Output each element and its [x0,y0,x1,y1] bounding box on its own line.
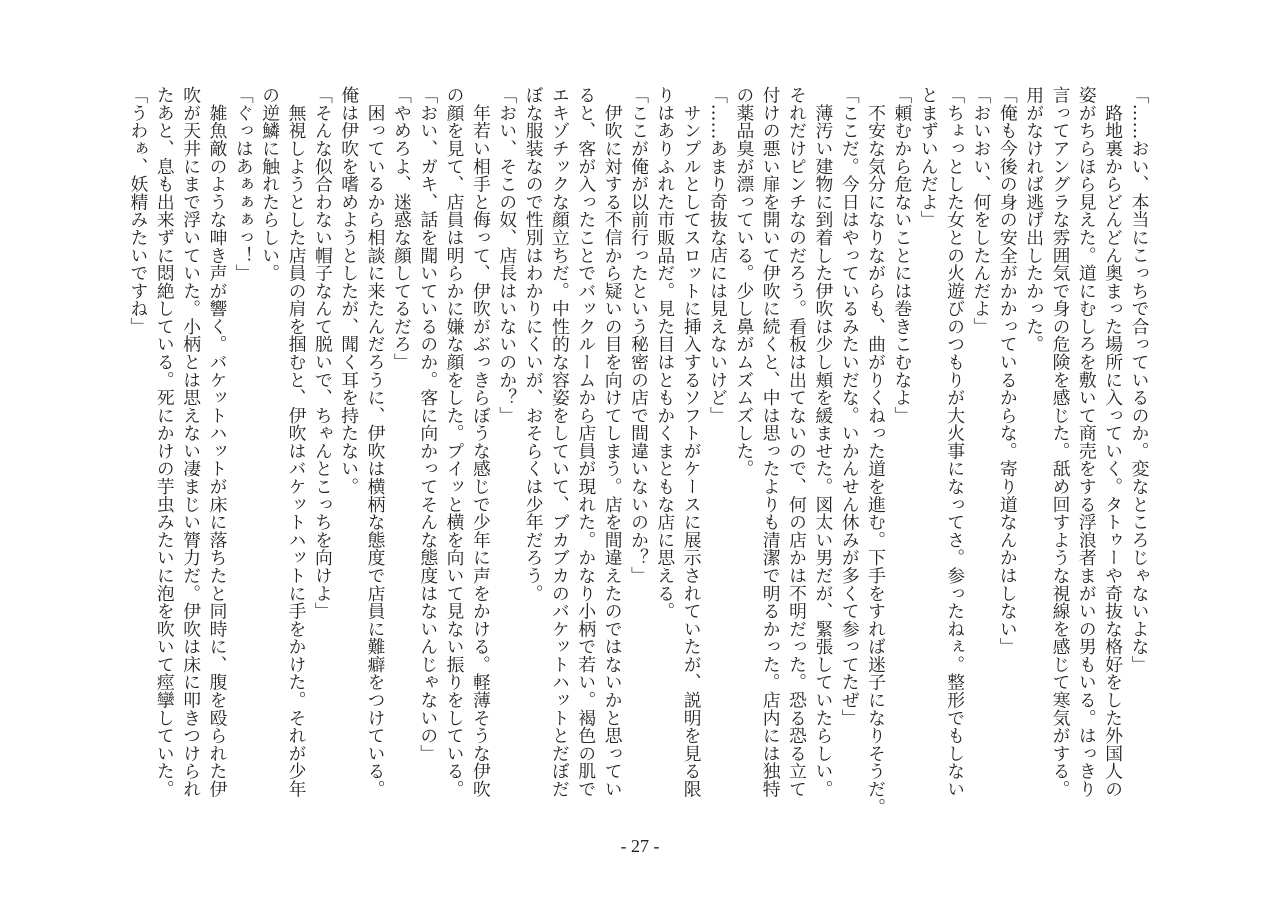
page-number: - 27 - [620,836,660,856]
text-line: 無視しようとした店員の肩を掴むと、伊吹はバケットハットに手をかけた。それが少年 [286,86,307,798]
text-line: エキゾチックな顔立ちだ。中性的な容姿をしていて、ブカブカのバケットハットとだぼだ [549,86,571,798]
text-line: 俺は伊吹を嗜めようとしたが、聞く耳を持たない。 [338,86,360,496]
text-line: りはありふれた市販品だ。見た目はともかくまともな店に思える。 [654,86,676,620]
text-line: 路地裏からどんどん奥まった場所に入っていく。タトゥーや奇抜な格好をした外国人の [1102,86,1124,798]
text-line: 「ここだ。今日はやっているみたいだな。いかんせん休みが多くて参ってたぜ」 [839,86,861,727]
text-line: とまずいんだよ」 [918,86,940,229]
text-line: の逆鱗に触れたらしい。 [259,86,281,282]
text-line: の薬品臭が漂っている。少し鼻がムズムズした。 [733,86,755,478]
text-line: 「頼むから危ないことには巻きこむなよ」 [891,86,913,425]
text-line: 不安な気分になりながらも、曲がりくねった道を進む。下手をすれば迷子になりそうだ。 [865,86,887,816]
text-line: 年若い相手と侮って、伊吹がぶっきらぼうな感じで少年に声をかける。軽薄そうな伊吹 [470,86,492,798]
text-line: 雑魚敵のような呻き声が響く。バケットハットが床に落ちたと同時に、腹を殴られた伊 [206,86,228,798]
text-line: 「おい、ガキ、話を聞いているのか。客に向かってそんな態度はないんじゃないの」 [417,86,439,763]
text-line: 「そんな似合わない帽子なんて脱いで、ちゃんとこっちを向けよ」 [312,86,334,620]
text-line: 「……あまり奇抜な店には見えないけど」 [707,86,729,424]
text-line: ると、客が入ったことでバックルームから店員が現れた。かなり小柄で若い。褐色の肌で [575,86,597,798]
text-line: 「おいおい、何をしたんだよ」 [970,86,992,336]
text-line: 「うわぁ、妖精みたいですね」 [127,86,149,336]
text-line: 用がなければ逃げ出したかった。 [1023,86,1045,353]
text-line: 姿がちらほら見えた。道にむしろを敷いて商売をする浮浪者まがいの男もいる。はっきり [1076,86,1098,798]
text-line: 「やめろよ、迷惑な顔してるだろ」 [391,86,413,371]
text-line: 「ここが俺が以前行ったという秘密の店で間違いないのか？」 [628,86,650,585]
text-line: 吹が天井にまで浮いていた。小柄とは思えない凄まじい膂力だ。伊吹は床に叩きつけられ [180,86,202,798]
text-line: ぼな服装なので性別はわかりにくいが、おそらくは少年だろう。 [523,86,545,602]
text-line: サンプルとしてスロットに挿入するソフトがケースに展示されていたが、説明を見る限 [681,86,703,798]
text-line: 「ぐっはあぁぁぁっ！」 [233,86,255,282]
text-line: 「俺も今後の身の安全がかかっているからな。寄り道なんかはしない」 [997,86,1019,656]
text-line: 言ってアングラな雰囲気で身の危険を感じた。舐め回すような視線を感じて寒気がする。 [1049,86,1071,798]
text-line: の顔を見て、店員は明らかに嫌な顔をした。プイッと横を向いて見ない振りをしている。 [444,86,466,798]
text-line: 「ちょっとした女との火遊びのつもりが大火事になってさ。参ったねぇ。整形でもしない [944,86,966,798]
text-line: 「……おい、本当にこっちで合っているのか。変なところじゃないよな」 [1129,86,1150,674]
text-line: それだけピンチなのだろう。看板は出てないので、何の店かは不明だった。恐る恐る立て [786,86,808,798]
text-line: 付けの悪い扉を開いて伊吹に続くと、中は思ったよりも清潔で明るかった。店内には独特 [760,86,782,798]
text-line: 困っているから相談に来たんだろうに、伊吹は横柄な態度で店員に難癖をつけている。 [365,86,387,798]
text-line: 薄汚い建物に到着した伊吹は少し頬を緩ませた。図太い男だが、緊張していたらしい。 [812,86,834,798]
body-text [112,86,1152,816]
text-line: 伊吹に対する不信から疑いの目を向けてしまう。店を間違えたのではないかと思ってい [602,86,624,798]
text-line: 「おい、そこの奴、店長はいないのか？」 [496,86,518,425]
text-line: たあと、息も出来ずに悶絶している。死にかけの芋虫みたいに泡を吹いて痙攣していた。 [154,86,176,798]
